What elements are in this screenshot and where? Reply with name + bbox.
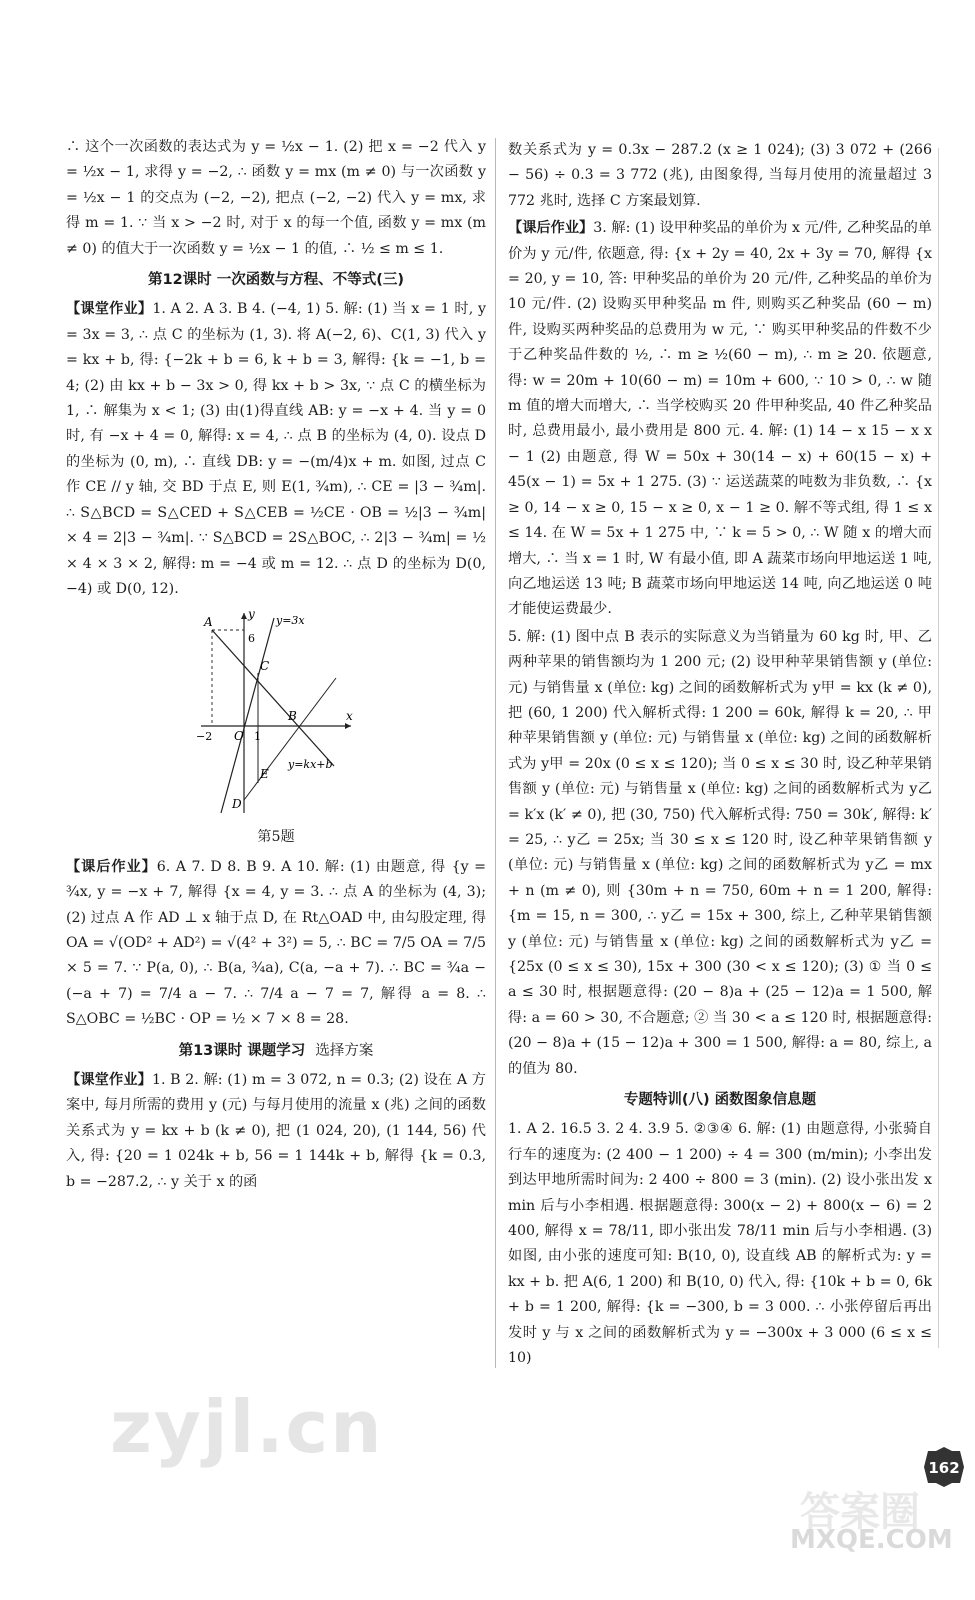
watermark-zyjl: zyjl.cn bbox=[110, 1385, 384, 1469]
answer-text-12: 1. A 2. A 3. B 4. (−4, 1) 5. 解: (1) 当 x = 1 时, y = 3x = 3, ∴ 点 C 的坐标为 (1, 3). 将 A(−2, 6)、C(1, 3) 代入 y = kx + b, 得: {−2k + b = 6, k + b = 3, 解得: {k = −1, b = 4; (2) 由 kx + b − 3x > 0, 得 kx + b > 3x, ∵ 点 C 的横坐标为 1, ∴ 解集为 x < 1; (3) 由(1)得直线 AB: y = −x + 4. 当 y = 0 时, 有 −x + 4 = 0, 解得: x = 4, ∴ 点 B 的坐标为 (4, 0). 设点 D 的坐标为 (0, m), ∴ 直线 DB: y = −(m/4)x + m. 如图, 过点 C 作 CE // y 轴, 交 BD 于点 E, 则 E(1, ¾m), ∴ CE = |3 − ¾m|. ∴ S△BCD = S△CED + S△CEB = ½CE · OB = ½|3 − ¾m| × 4 = 2|3 − ¾m|. ∵ S△BCD = 2S△BOC, ∴ 2|3 − ¾m| = ½ × 4 × 3 × 2, 解得: m = −4 或 m = 12. ∴ 点 D 的坐标为 D(0, −4) 或 D(0, 12). bbox=[66, 301, 486, 597]
label-c: C bbox=[260, 659, 270, 674]
tick-1: 1 bbox=[254, 730, 261, 744]
label-o: O bbox=[234, 729, 244, 744]
column-divider bbox=[495, 138, 496, 1368]
right-edge-rule bbox=[938, 148, 939, 1348]
label-e: E bbox=[260, 767, 269, 782]
answer-text-13-homework: 3. 解: (1) 设甲种奖品的单价为 x 元/件, 乙种奖品的单价为 y 元/件, 依题意, 得: {x + 2y = 40, 2x + 3y = 70, 解得 {x = 20, y = 10, 答: 甲种奖品的单价为 20 元/件, 乙种奖品的单价为 10 元/件. (2) 设购买甲种奖品 m 件, 则购买乙种奖品 (60 − m) 件, 设购买两种奖品的总费用为 w 元, ∵ 购买甲种奖品的件数不少于乙种奖品件数的 ½, ∴ m ≥ ½(60 − m), ∴ m ≥ 20. 依题意, 得: w = 20m + 10(60 − m) = 10m + 600, ∵ 10 > 0, ∴ w 随 m 值的增大而增大, ∴ 当学校购买 20 件甲种奖品, 40 件乙种奖品时, 总费用最小, 最小费用是 800 元. 4. 解: (1) 14 − x 15 − x x − 1 (2) 由题意, 得 W = 50x + 30(14 − x) + 60(15 − x) + 45(x − 1) = 5x + 1 275. (3) ∵ 运送蔬菜的吨数为非负数, ∴ {x ≥ 0, 14 − x ≥ 0, 15 − x ≥ 0, x − 1 ≥ 0. 解不等式组, 得 1 ≤ x ≤ 14. 在 W = 5x + 1 275 中, ∵ k = 5 > 0, ∴ W 随 x 的增大而增大, ∴ 当 x = 1 时, W 有最小值, 即 A 蔬菜市场向甲地运送 1 吨, 向乙地运送 13 吨; B 蔬菜市场向甲地运送 14 吨, 向乙地运送 0 吨才能使运费最少. bbox=[508, 220, 932, 618]
lesson-13-title: 第13课时 课题学习 bbox=[178, 1042, 306, 1059]
watermark-answer: 答案圈 bbox=[800, 1489, 920, 1535]
label-b: B bbox=[288, 709, 297, 724]
line-y-3x bbox=[221, 618, 274, 813]
lesson-12-heading: 第12课时 一次函数与方程、不等式(三) bbox=[148, 272, 404, 289]
line-ab bbox=[212, 630, 334, 766]
answer-text-after: 6. A 7. D 8. B 9. A 10. 解: (1) 由题意, 得 {y = ¾x, y = −x + 7, 解得 {x = 4, y = 3. ∴ 点 A 的坐标为 (4, 3); (2) 过点 A 作 AD ⊥ x 轴于点 D, 在 Rt△OAD 中, 由勾股定理, 得 OA = √(OD² + AD²) = √(4² + 3²) = 5, ∴ BC = 7/5 OA = 7/5 × 5 = 7. ∵ P(a, 0), ∴ B(a, ¾a), C(a, −a + 7). ∴ BC = ¾a − (−a + 7) = 7/4 a − 7. ∴ 7/4 a − 7 = 7, 解得 a = 8. ∴ S△OBC = ½BC · OP = ½ × 7 × 8 = 28. bbox=[66, 858, 486, 1028]
page-number-badge bbox=[922, 1445, 966, 1489]
graph-q5 bbox=[196, 608, 356, 818]
label-d: D bbox=[232, 797, 242, 812]
figure-q5 bbox=[66, 608, 486, 823]
class-work-tag: 【课堂作业】 bbox=[66, 301, 153, 318]
answer-paragraph-special: 1. A 2. 16.5 3. 2 4. 3.9 5. ②③④ 6. 解: (1) 由题意得, 小张骑自行车的速度为: (2 400 − 1 200) ÷ 4 = 300 (m/min); 小李出发到达甲地所需时间为: 2 400 ÷ 800 = 3 (min). (2) 设小张出发 x min 后与小李相遇. 根据题意得: 300(x − 2) + 800(x − 6) = 2 400, 解得 x = 78/11, 即小张出发 78/11 min 后与小李相遇. (3) 如图, 由小张的速度可知: B(10, 0), 设直线 AB 的解析式为: y = kx + b. 把 A(6, 1 200) 和 B(10, 0) 代入, 得: {10k + b = 0, 6k + b = 1 200, 解得: {k = −300, b = 3 000. ∴ 小张停留后再出发时 y 与 x 之间的函数解析式为 y = −300x + 3 000 (6 ≤ x ≤ 10) bbox=[508, 1121, 932, 1367]
answer-text-13: 1. B 2. 解: (1) m = 3 072, n = 0.3; (2) 设在 A 方案中, 每月所需的费用 y (元) 与每月使用的流量 x (兆) 之间的函数关系式为 y = kx + b (k ≠ 0), 把 (1 024, 20), (1 144, 56) 代入, 得: {20 = 1 024k + b, 56 = 1 144k + b, 解得 {k = 0.3, b = −287.2, ∴ y 关于 x 的函 bbox=[66, 1071, 486, 1190]
label-y-axis: y bbox=[248, 608, 255, 622]
x-axis-arrow bbox=[345, 723, 351, 729]
right-column bbox=[508, 138, 932, 1374]
figure-caption: 第5题 bbox=[257, 829, 295, 846]
tick-minus-2: −2 bbox=[196, 730, 213, 744]
answer-paragraph-12 bbox=[66, 297, 486, 602]
answer-paragraph-11: ∴ 这个一次函数的表达式为 y = ½x − 1. (2) 把 x = −2 代入 y = ½x − 1, 求得 y = −2, ∴ 函数 y = mx (m ≠ 0) 与一次函数 y = ½x − 1 的交点为 (−2, −2), 把点 (−2, −2) 代入 y = mx, 求得 m = 1. ∵ 当 x > −2 时, 对于 x 的每一个值, 函数 y = mx (m ≠ 0) 的值大于一次函数 y = ½x − 1 的值, ∴ ½ ≤ m ≤ 1. bbox=[66, 139, 486, 257]
label-a: A bbox=[204, 615, 213, 630]
answer-paragraph-after bbox=[66, 855, 486, 1033]
homework-tag-13: 【课后作业】 bbox=[508, 220, 594, 237]
lesson-13-subtitle: 选择方案 bbox=[315, 1042, 374, 1059]
tick-6: 6 bbox=[248, 632, 255, 646]
label-y-kx-b: y=kx+b bbox=[288, 758, 333, 772]
watermark-mxqe: MXQE.COM bbox=[790, 1525, 953, 1555]
class-work-tag-13: 【课堂作业】 bbox=[66, 1071, 152, 1088]
answer-paragraph-q5: 5. 解: (1) 图中点 B 表示的实际意义为当销量为 60 kg 时, 甲、乙两种苹果的销售额均为 1 200 元; (2) 设甲种苹果销售额 y (单位: 元) 与销售量 x (单位: kg) 之间的函数解析式为 y甲 = kx (k ≠ 0), 把 (60, 1 200) 代入解析式得: 1 200 = 60k, 解得 k = 20, ∴ 甲种苹果销售额 y (单位: 元) 与销售量 x (单位: kg) 之间的函数解析式为 y甲 = 20x (0 ≤ x ≤ 120); 当 0 ≤ x ≤ 30 时, 设乙种苹果销售额 y (单位: 元) 与销售量 x (单位: kg) 之间的函数解析式为 y乙 = k′x (k′ ≠ 0), 把 (30, 750) 代入解析式得: 750 = 30k′, 解得: k′ = 25, ∴ y乙 = 25x; 当 30 ≤ x ≤ 120 时, 设乙种苹果销售额 y (单位: 元) 与销售量 x (单位: kg) 之间的函数解析式为 y乙 = mx + n (m ≠ 0), 则 {30m + n = 750, 60m + n = 1 200, 解得: {m = 15, n = 300, ∴ y乙 = 15x + 300, 综上, 乙种苹果销售额 y (单位: 元) 与销售量 x (单位: kg) 之间的函数解析式为 y乙 = {25x (0 ≤ x ≤ 30), 15x + 300 (30 < x ≤ 120); (3) ① 当 0 ≤ a ≤ 30 时, 根据题意得: (20 − 8)a + (25 − 12)a = 1 500, 解得: a = 60 > 30, 不合题意; ② 当 30 < a ≤ 120 时, 根据题意得: (20 − 8)a + (15 − 12)a + 300 = 1 500, 解得: a = 80, 综上, a 的值为 80. bbox=[508, 628, 932, 1077]
special-training-heading: 专题特训(八) 函数图象信息题 bbox=[623, 1092, 817, 1109]
answer-paragraph-13 bbox=[66, 1068, 486, 1195]
left-column bbox=[66, 135, 486, 1197]
label-x-axis: x bbox=[346, 709, 353, 724]
answer-paragraph-13-homework bbox=[508, 216, 932, 623]
page-number: 162 bbox=[928, 1459, 960, 1477]
lesson-13-heading bbox=[66, 1039, 486, 1064]
answer-paragraph-13-cont: 数关系式为 y = 0.3x − 287.2 (x ≥ 1 024); (3) 3 072 + (266 − 56) ÷ 0.3 = 3 772 (兆), 由图象得, 当每月使用的流量超过 3 772 兆时, 选择 C 方案最划算. bbox=[508, 142, 932, 209]
y-axis-arrow bbox=[241, 613, 247, 619]
label-y-3x: y=3x bbox=[276, 614, 305, 628]
homework-tag: 【课后作业】 bbox=[66, 858, 157, 875]
